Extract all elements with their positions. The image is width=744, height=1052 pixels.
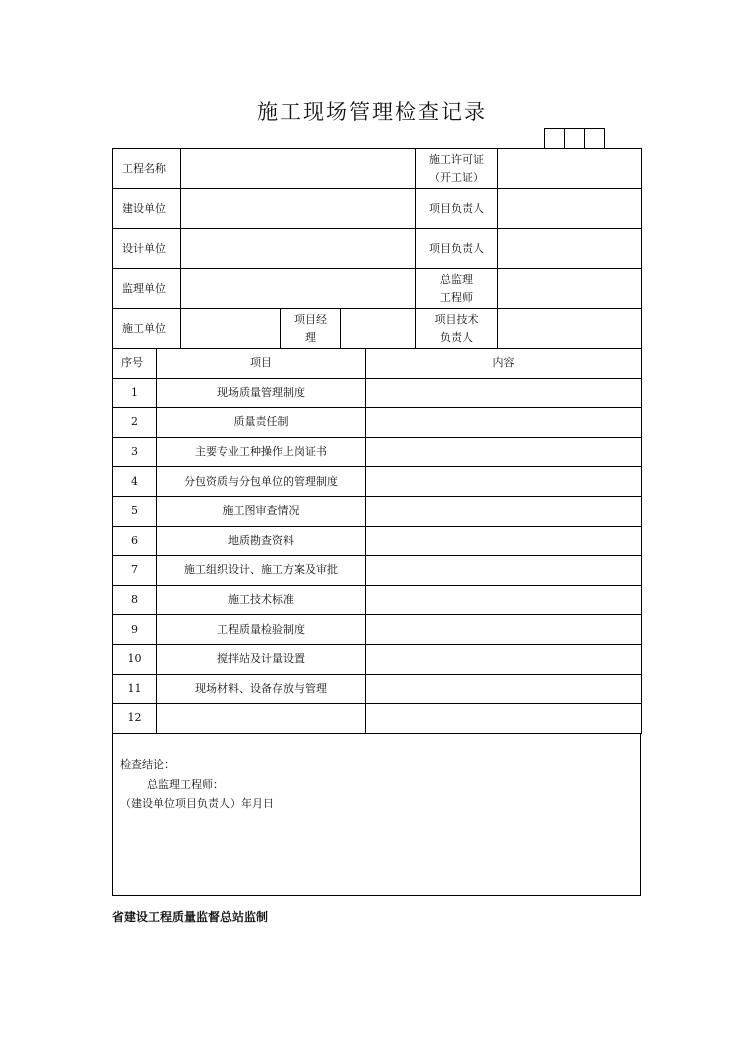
table-row: [113, 378, 642, 408]
item-name: 地质勘查资料: [157, 526, 366, 556]
item-name[interactable]: [157, 704, 366, 734]
design-unit-value[interactable]: [181, 229, 416, 269]
item-name: 施工组织设计、施工方案及审批: [157, 556, 366, 586]
item-no: 10: [113, 644, 157, 674]
item-no: 8: [113, 585, 157, 615]
item-content[interactable]: [366, 437, 642, 467]
owner-unit-value[interactable]: [181, 189, 416, 229]
item-content[interactable]: [366, 644, 642, 674]
owner-unit-label: 建设单位: [113, 189, 181, 229]
inspection-conclusion-box[interactable]: [112, 734, 641, 896]
item-name: 主要专业工种操作上岗证书: [157, 437, 366, 467]
table-row: [113, 585, 642, 615]
design-unit-row: [113, 229, 642, 269]
design-manager-label: 项目负责人: [416, 229, 498, 269]
item-content[interactable]: [366, 408, 642, 438]
table-row: [113, 556, 642, 586]
number-box[interactable]: [544, 128, 565, 148]
item-name: 质量责任制: [157, 408, 366, 438]
item-no: 9: [113, 615, 157, 645]
conclusion-label: 检查结论：: [120, 758, 175, 771]
item-no: 12: [113, 704, 157, 734]
chief-supervisor-label: 总监理 工程师: [416, 269, 498, 309]
item-content[interactable]: [366, 704, 642, 734]
chief-supervisor-value[interactable]: [498, 269, 642, 309]
table-row: [113, 674, 642, 704]
item-no: 5: [113, 496, 157, 526]
owner-manager-value[interactable]: [498, 189, 642, 229]
item-content[interactable]: [366, 496, 642, 526]
item-name: 施工图审查情况: [157, 496, 366, 526]
item-name: 现场材料、设备存放与管理: [157, 674, 366, 704]
owner-manager-date-label: （建设单位项目负责人）年月日: [120, 797, 274, 810]
item-no: 2: [113, 408, 157, 438]
table-row: [113, 615, 642, 645]
supervision-unit-value[interactable]: [181, 269, 416, 309]
construction-permit-value[interactable]: [498, 149, 642, 189]
item-content[interactable]: [366, 615, 642, 645]
number-box[interactable]: [584, 128, 605, 148]
project-name-value[interactable]: [181, 149, 416, 189]
design-unit-label: 设计单位: [113, 229, 181, 269]
construction-unit-label: 施工单位: [113, 309, 181, 349]
design-manager-value[interactable]: [498, 229, 642, 269]
item-content[interactable]: [366, 467, 642, 497]
col-header-content: 内容: [366, 349, 642, 379]
inspection-items-table: [112, 348, 642, 734]
table-row: [113, 408, 642, 438]
item-no: 11: [113, 674, 157, 704]
item-no: 7: [113, 556, 157, 586]
table-row: [113, 496, 642, 526]
construction-unit-value[interactable]: [181, 309, 281, 349]
issuer-footer: 省建设工程质量监督总站监制: [112, 910, 269, 924]
supervision-unit-label: 监理单位: [113, 269, 181, 309]
record-number-boxes: [545, 128, 605, 148]
owner-manager-label: 项目负责人: [416, 189, 498, 229]
item-content[interactable]: [366, 674, 642, 704]
project-info-table: [112, 148, 642, 349]
item-no: 3: [113, 437, 157, 467]
item-content[interactable]: [366, 556, 642, 586]
chief-supervisor-signature-label: 总监理工程师：: [147, 778, 224, 791]
item-content[interactable]: [366, 378, 642, 408]
technical-lead-label: 项目技术 负责人: [416, 309, 498, 349]
item-content[interactable]: [366, 526, 642, 556]
col-header-item: 项目: [157, 349, 366, 379]
construction-permit-label: 施工许可证 （开工证）: [416, 149, 498, 189]
project-name-row: [113, 149, 642, 189]
project-name-label: 工程名称: [113, 149, 181, 189]
table-row: [113, 437, 642, 467]
col-header-no: 序号: [113, 349, 157, 379]
project-manager-value[interactable]: [341, 309, 416, 349]
table-row: [113, 644, 642, 674]
table-row: [113, 467, 642, 497]
items-header-row: [113, 349, 642, 379]
item-no: 1: [113, 378, 157, 408]
item-name: 搅拌站及计量设置: [157, 644, 366, 674]
table-row: [113, 526, 642, 556]
table-row: [113, 704, 642, 734]
owner-unit-row: [113, 189, 642, 229]
item-name: 现场质量管理制度: [157, 378, 366, 408]
project-manager-label: 项目经 理: [281, 309, 341, 349]
technical-lead-value[interactable]: [498, 309, 642, 349]
number-box[interactable]: [564, 128, 585, 148]
item-no: 4: [113, 467, 157, 497]
item-content[interactable]: [366, 585, 642, 615]
item-name: 工程质量检验制度: [157, 615, 366, 645]
item-no: 6: [113, 526, 157, 556]
item-name: 分包资质与分包单位的管理制度: [157, 467, 366, 497]
supervision-unit-row: [113, 269, 642, 309]
page-title: 施工现场管理检查记录: [257, 100, 487, 124]
construction-unit-row: [113, 309, 642, 349]
item-name: 施工技术标准: [157, 585, 366, 615]
